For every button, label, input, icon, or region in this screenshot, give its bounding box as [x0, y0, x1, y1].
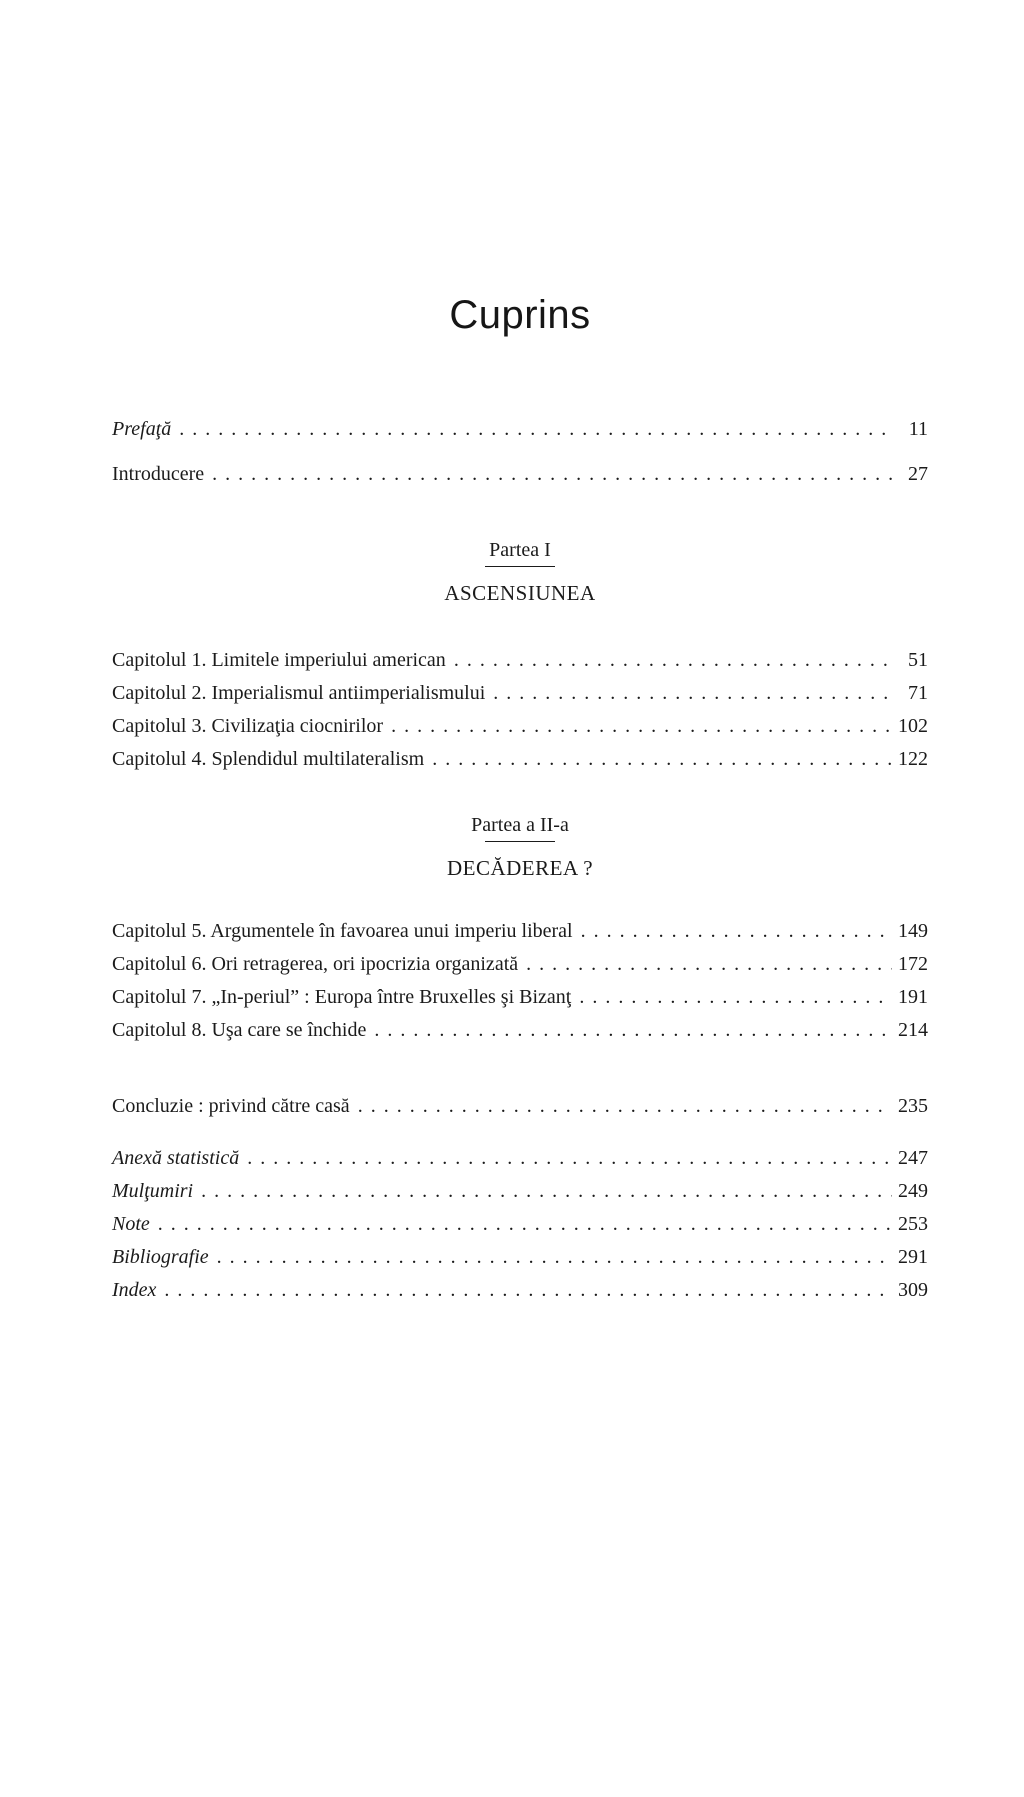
toc-entry [112, 1274, 928, 1307]
dot-leader [158, 1208, 892, 1241]
toc-entry-label: Capitolul 1. Limitele imperiului american [112, 649, 446, 671]
toc-entry-page: 27 [908, 463, 928, 485]
toc-entry-label: Capitolul 8. Uşa care se închide [112, 1019, 367, 1041]
part-2-heading: Partea a II-a [471, 814, 569, 836]
toc-entry-label: Mulţumiri [112, 1180, 194, 1202]
part-1-header [112, 537, 928, 606]
part-2-header [112, 812, 928, 881]
dot-leader [164, 1274, 892, 1307]
dot-leader [581, 915, 892, 948]
toc-entry-label: Capitolul 4. Splendidul multilateralism [112, 748, 425, 770]
page-title: Cuprins [449, 293, 591, 337]
toc-entry [112, 915, 928, 948]
toc-page [0, 293, 1024, 1797]
part-1-entries [112, 644, 928, 776]
toc-entry [112, 677, 928, 710]
toc-entry [112, 1014, 928, 1047]
dot-leader [454, 644, 892, 677]
toc-entry [112, 1208, 928, 1241]
toc-entry-page: 172 [898, 953, 928, 975]
toc-entry-label: Capitolul 3. Civilizaţia ciocnirilor [112, 715, 384, 737]
toc-entry-conclusion [112, 1090, 928, 1123]
toc-entry [112, 1142, 928, 1175]
part-2-title: DECĂDEREA ? [446, 856, 594, 880]
part-1-rule [485, 566, 555, 567]
toc-entry [112, 1175, 928, 1208]
toc-entry-label: Capitolul 5. Argumentele în favoarea unui imperiu liberal [112, 920, 573, 942]
toc-entry-page: 102 [898, 715, 928, 737]
toc-entry [112, 981, 928, 1014]
part-2-rule [485, 841, 555, 842]
toc-entry [112, 644, 928, 677]
toc-entry-label: Anexă statistică [112, 1147, 240, 1169]
toc-entry-label: Capitolul 2. Imperialismul antiimperialismului [112, 682, 486, 704]
dot-leader [217, 1241, 892, 1274]
dot-leader [374, 1014, 892, 1047]
toc-entry-page: 51 [908, 649, 928, 671]
toc-entry-label: Prefaţă [112, 418, 172, 440]
part-2-entries [112, 915, 928, 1047]
toc-entry-page: 11 [908, 418, 928, 440]
toc-entry-page: 214 [898, 1019, 928, 1041]
dot-leader [201, 1175, 892, 1208]
toc-entry [112, 458, 928, 491]
dot-leader [391, 710, 892, 743]
toc-entry-page: 309 [898, 1279, 928, 1301]
dot-leader [493, 677, 892, 710]
toc-entry [112, 948, 928, 981]
toc-entry-label: Bibliografie [112, 1246, 209, 1268]
toc-entry-page: 191 [898, 986, 928, 1008]
toc-entry-page: 122 [898, 748, 928, 770]
toc-entry-page: 247 [898, 1147, 928, 1169]
dot-leader [179, 413, 892, 446]
part-1-heading: Partea I [489, 539, 551, 561]
toc-entry [112, 413, 928, 446]
dot-leader [579, 981, 892, 1014]
toc-entry [112, 710, 928, 743]
toc-entry-page: 253 [898, 1213, 928, 1235]
toc-entry-page: 149 [898, 920, 928, 942]
toc-entry [112, 743, 928, 776]
dot-leader [358, 1090, 892, 1123]
toc-back-matter [112, 1142, 928, 1307]
toc-entry [112, 1241, 928, 1274]
toc-entry-label: Concluzie : privind către casă [112, 1095, 350, 1117]
toc-entry-label: Note [112, 1213, 150, 1235]
toc-entry-label: Capitolul 7. „In-periul” : Europa între Bruxelles şi Bizanţ [112, 986, 572, 1008]
toc-entry-label: Capitolul 6. Ori retragerea, ori ipocrizia organizată [112, 953, 519, 975]
toc-front-matter [112, 413, 928, 491]
part-1-title: ASCENSIUNEA [444, 581, 596, 605]
dot-leader [247, 1142, 892, 1175]
dot-leader [212, 458, 892, 491]
dot-leader [526, 948, 892, 981]
toc-entry-page: 249 [898, 1180, 928, 1202]
toc-entry-page: 235 [898, 1095, 928, 1117]
dot-leader [432, 743, 892, 776]
toc-entry-label: Introducere [112, 463, 205, 485]
toc-entry-page: 71 [908, 682, 928, 704]
toc-entry-page: 291 [898, 1246, 928, 1268]
toc-entry-label: Index [112, 1279, 157, 1301]
